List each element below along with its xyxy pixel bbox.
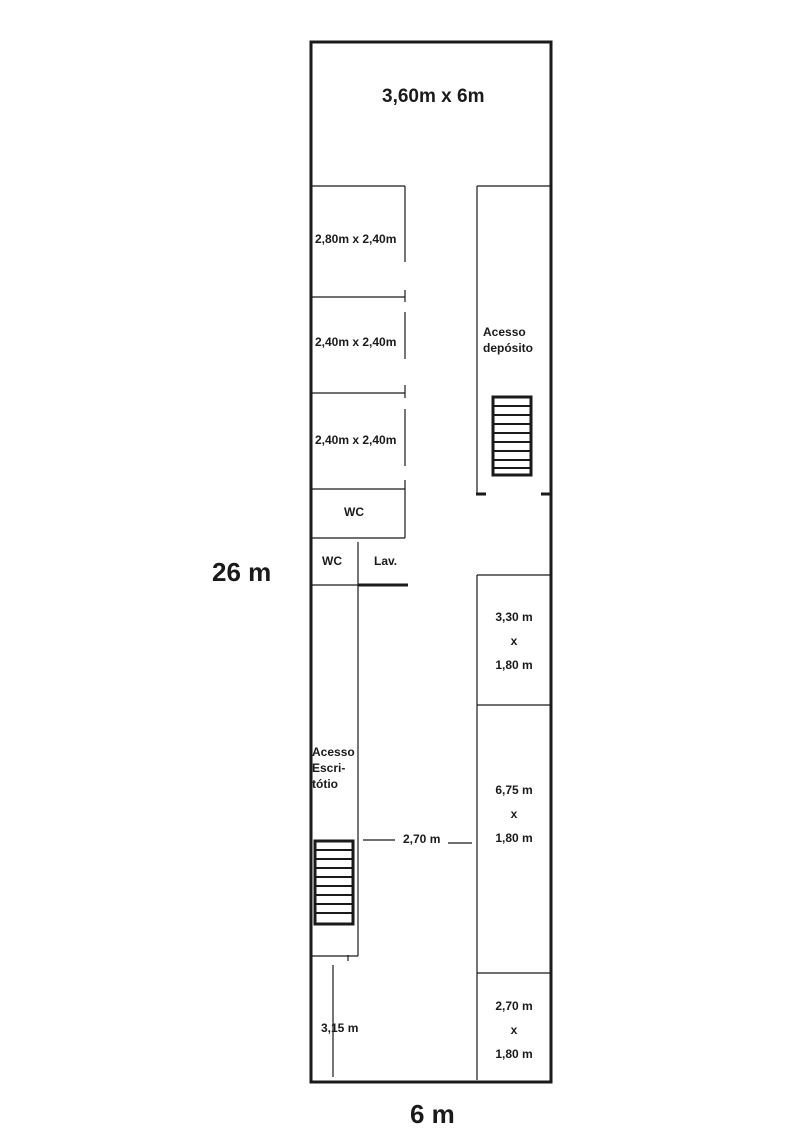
wc-upper-label: WC (344, 505, 364, 519)
right-room-2-times: x (510, 807, 518, 821)
right-room-3-times: x (510, 1023, 518, 1037)
height-dimension: 26 m (212, 557, 272, 587)
top-room-dimension: 3,60m x 6m (382, 86, 485, 107)
right-room-2-length: 6,75 m (495, 783, 533, 797)
right-room-2-width: 1,80 m (495, 831, 533, 845)
right-room-3-dimension (477, 994, 551, 1066)
office-access-line1: Acesso (312, 745, 355, 759)
right-room-1-dimension (477, 605, 551, 677)
deposit-stairs (493, 397, 531, 475)
corridor-width-dimension: 2,70 m (403, 832, 441, 846)
right-room-1-width: 1,80 m (495, 658, 533, 672)
office-access-line2: Escri- (312, 761, 346, 775)
right-room-1-times: x (510, 634, 518, 648)
width-dimension: 6 m (410, 1099, 455, 1129)
deposit-access-line1: Acesso (483, 325, 526, 339)
office-stairs (315, 841, 353, 924)
office-access-label (312, 744, 355, 792)
bottom-gap-dimension: 3,15 m (321, 1021, 359, 1035)
left-room-3-dimension: 2,40m x 2,40m (315, 433, 397, 447)
right-room-3-length: 2,70 m (495, 999, 533, 1013)
right-room-2-dimension (477, 778, 551, 850)
right-room-3-width: 1,80 m (495, 1047, 533, 1061)
wc-lower-label: WC (322, 554, 342, 568)
right-room-1-length: 3,30 m (495, 610, 533, 624)
left-room-1-dimension: 2,80m x 2,40m (315, 232, 397, 246)
left-room-2-dimension: 2,40m x 2,40m (315, 335, 397, 349)
deposit-access-line2: depósito (483, 341, 533, 355)
office-access-line3: tótio (312, 777, 338, 791)
lav-label: Lav. (374, 554, 398, 568)
deposit-access-label (483, 324, 533, 356)
outer-wall (311, 42, 551, 1082)
